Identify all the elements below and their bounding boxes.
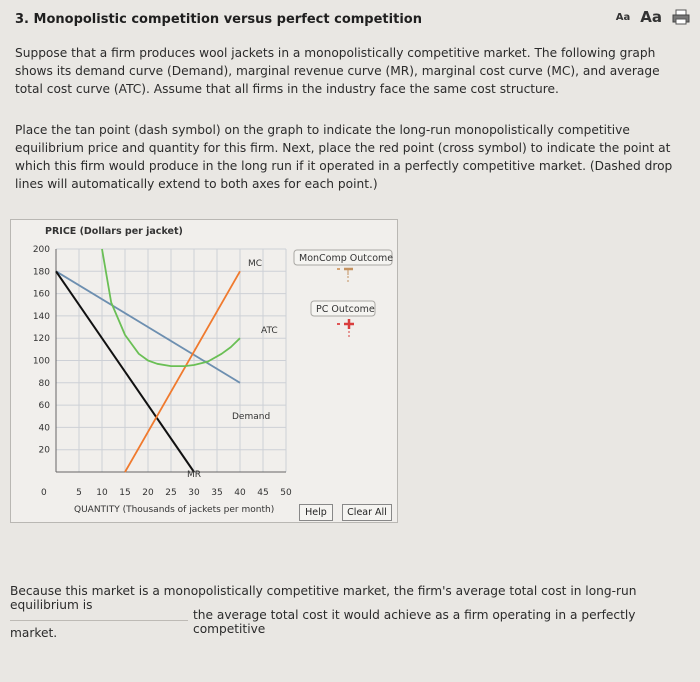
y-tick-label: 60 bbox=[38, 401, 50, 412]
x-tick-label: 15 bbox=[119, 488, 131, 498]
x-axis-label: QUANTITY (Thousands of jackets per month) bbox=[74, 505, 275, 515]
question-instructions: Place the tan point (dash symbol) on the graph to indicate the long-run monopolistically competitive equilibrium price and quantity for this firm. Next, place the red point (cross symbol) to indicate the point at which this firm would produce in the long run if it operated in a perfectly competitive market. (Dashed drop lines will automatically extend to both axes for each point.) bbox=[15, 123, 673, 191]
font-decrease-button[interactable]: Aa bbox=[615, 11, 631, 23]
atc-label: ATC bbox=[261, 326, 278, 336]
help-button[interactable]: Help bbox=[299, 504, 333, 521]
y-axis-label: PRICE (Dollars per jacket) bbox=[45, 226, 183, 237]
font-increase-button[interactable]: Aa bbox=[640, 8, 662, 26]
mr-label: MR bbox=[187, 470, 202, 480]
y-tick-label: 200 bbox=[32, 245, 50, 255]
tan-dash-point[interactable] bbox=[337, 269, 353, 282]
tick-labels bbox=[33, 245, 292, 498]
answer-text-line2: the average total cost it would achieve as a firm operating in a perfectly competitive bbox=[193, 608, 636, 636]
pc-outcome-label: PC Outcome bbox=[316, 304, 375, 315]
clear-all-button[interactable]: Clear All bbox=[342, 504, 392, 521]
graph-panel bbox=[10, 219, 398, 523]
y-tick-label: 20 bbox=[38, 445, 50, 456]
red-cross-point[interactable] bbox=[337, 319, 354, 337]
x-tick-label: 35 bbox=[211, 488, 223, 498]
mc-label: MC bbox=[248, 259, 263, 269]
print-icon[interactable] bbox=[672, 9, 690, 25]
y-tick-label: 40 bbox=[38, 423, 50, 434]
x-tick-label: 25 bbox=[165, 488, 177, 498]
x-tick-label: 50 bbox=[280, 488, 292, 498]
x-tick-label: 5 bbox=[76, 488, 82, 498]
y-tick-label: 120 bbox=[32, 334, 50, 345]
answer-text-line3: market. bbox=[10, 626, 58, 640]
y-tick-label: 80 bbox=[38, 378, 50, 389]
y-tick-label: 160 bbox=[32, 289, 50, 300]
y-tick-label: 180 bbox=[32, 267, 50, 278]
question-title: 3. Monopolistic competition versus perfect competition bbox=[15, 12, 422, 27]
x-tick-label: 40 bbox=[234, 488, 246, 498]
x-tick-label: 20 bbox=[142, 488, 154, 498]
question-intro: Suppose that a firm produces wool jackets in a monopolistically competitive market. The following graph shows its demand curve (Demand), marginal revenue curve (MR), marginal cost curve (MC), and average total cost curve (ATC). Assume that all firms in the industry face the same cost structure. bbox=[15, 46, 660, 96]
demand-label: Demand bbox=[232, 412, 271, 422]
pc-palette[interactable] bbox=[311, 301, 375, 337]
y-tick-label: 100 bbox=[32, 356, 50, 367]
x-tick-label: 10 bbox=[96, 488, 108, 498]
y-tick-label: 140 bbox=[32, 311, 50, 322]
font-size-controls bbox=[616, 8, 690, 26]
moncomp-outcome-label: MonComp Outcome bbox=[299, 253, 394, 264]
origin-label: 0 bbox=[41, 488, 47, 498]
x-tick-label: 45 bbox=[257, 488, 269, 498]
graph-canvas[interactable] bbox=[11, 220, 397, 522]
x-tick-label: 30 bbox=[188, 488, 200, 498]
moncomp-palette[interactable] bbox=[294, 250, 393, 282]
answer-dropdown[interactable] bbox=[10, 620, 188, 621]
answer-text-line1: Because this market is a monopolistically competitive market, the firm's average total cost in long-run equilibrium is bbox=[10, 584, 637, 612]
